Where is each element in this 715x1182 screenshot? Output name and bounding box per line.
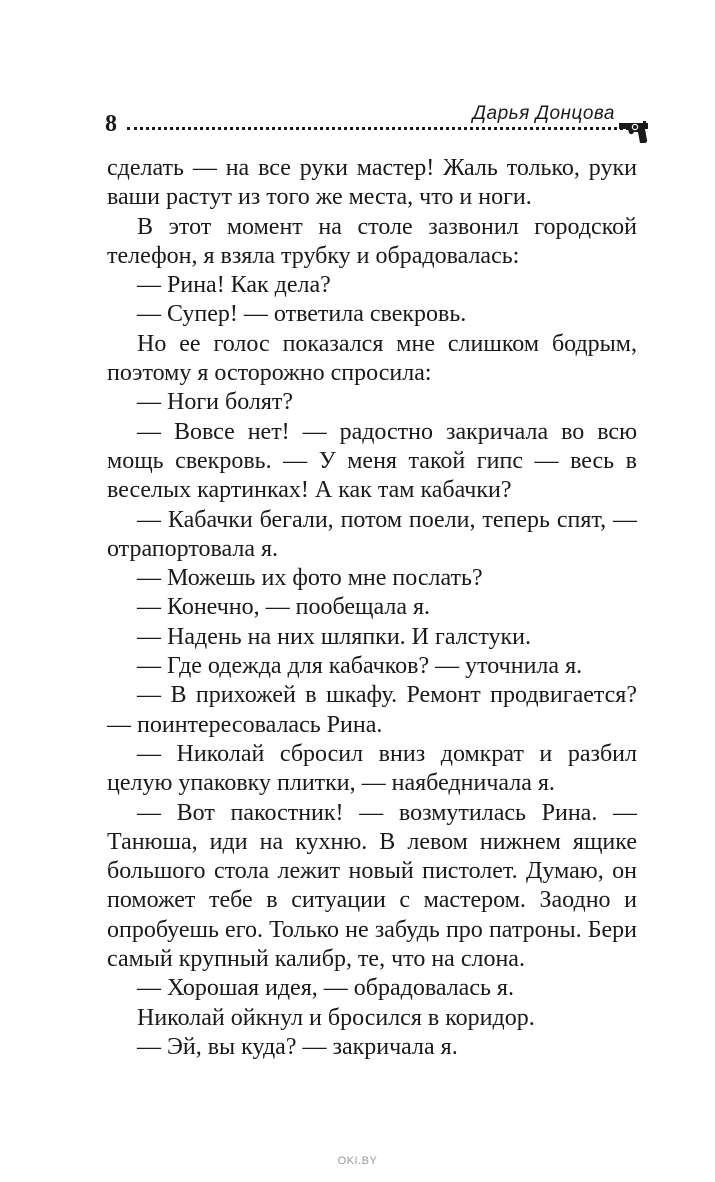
paragraph: — Кабачки бегали, потом поели, теперь спят, — отрапортовала я. (107, 506, 637, 562)
paragraph: — Где одежда для кабачков? — уточнила я. (137, 653, 583, 680)
paragraph: — Вовсе нет! — радостно закричала во всю мощь свекровь. — У меня такой гипс — весь в веселых картинках! А как там кабачки? (107, 418, 637, 504)
paragraph: Но ее голос показался мне слишком бодрым, поэтому я осторожно спросила: (107, 330, 637, 387)
paragraph: — Эй, вы куда? — закричала я. (137, 1033, 458, 1060)
page-header (105, 100, 653, 148)
page-number: 8 (105, 111, 117, 137)
paragraph: — В прихожей в шкафу. Ремонт продвигается? — поинтересовалась Рина. (107, 682, 637, 738)
paragraph: — Конечно, — пообещала я. (137, 594, 431, 621)
body-text (107, 154, 637, 1062)
paragraph: — Надень на них шляпки. И галстуки. (137, 623, 532, 650)
paragraph: — Супер! — ответила свекровь. (137, 301, 467, 328)
paragraph: — Можешь их фото мне послать? (137, 565, 483, 592)
running-head-author: Дарья Донцова (472, 103, 615, 124)
revolver-icon (618, 118, 654, 144)
paragraph: — Рина! Как дела? (137, 272, 331, 299)
paragraph: Николай ойкнул и бросился в коридор. (137, 1004, 535, 1031)
paragraph: — Ноги болят? (137, 389, 294, 416)
paragraph: — Вот пакостник! — возмутилась Рина. — Танюша, иди на кухню. В левом нижнем ящике большого стола лежит новый пистолет. Думаю, он поможет тебе в ситуации с мастером. Заодно и опробуешь его. Только не забудь про патроны. Бери самый крупный калибр, те, что на слона. (107, 799, 637, 973)
paragraph: — Хорошая идея, — обрадовалась я. (137, 975, 514, 1002)
paragraph: — Николай сбросил вниз домкрат и разбил целую упаковку плитки, — наябедничала я. (107, 740, 637, 797)
dotted-rule (127, 127, 629, 130)
watermark: OKI.BY (337, 1155, 378, 1167)
paragraph: сделать — на все руки мастер! Жаль только, руки ваши растут из того же места, что и ноги. (107, 155, 637, 211)
paragraph: В этот момент на столе зазвонил городской телефон, я взяла трубку и обрадовалась: (107, 213, 637, 269)
